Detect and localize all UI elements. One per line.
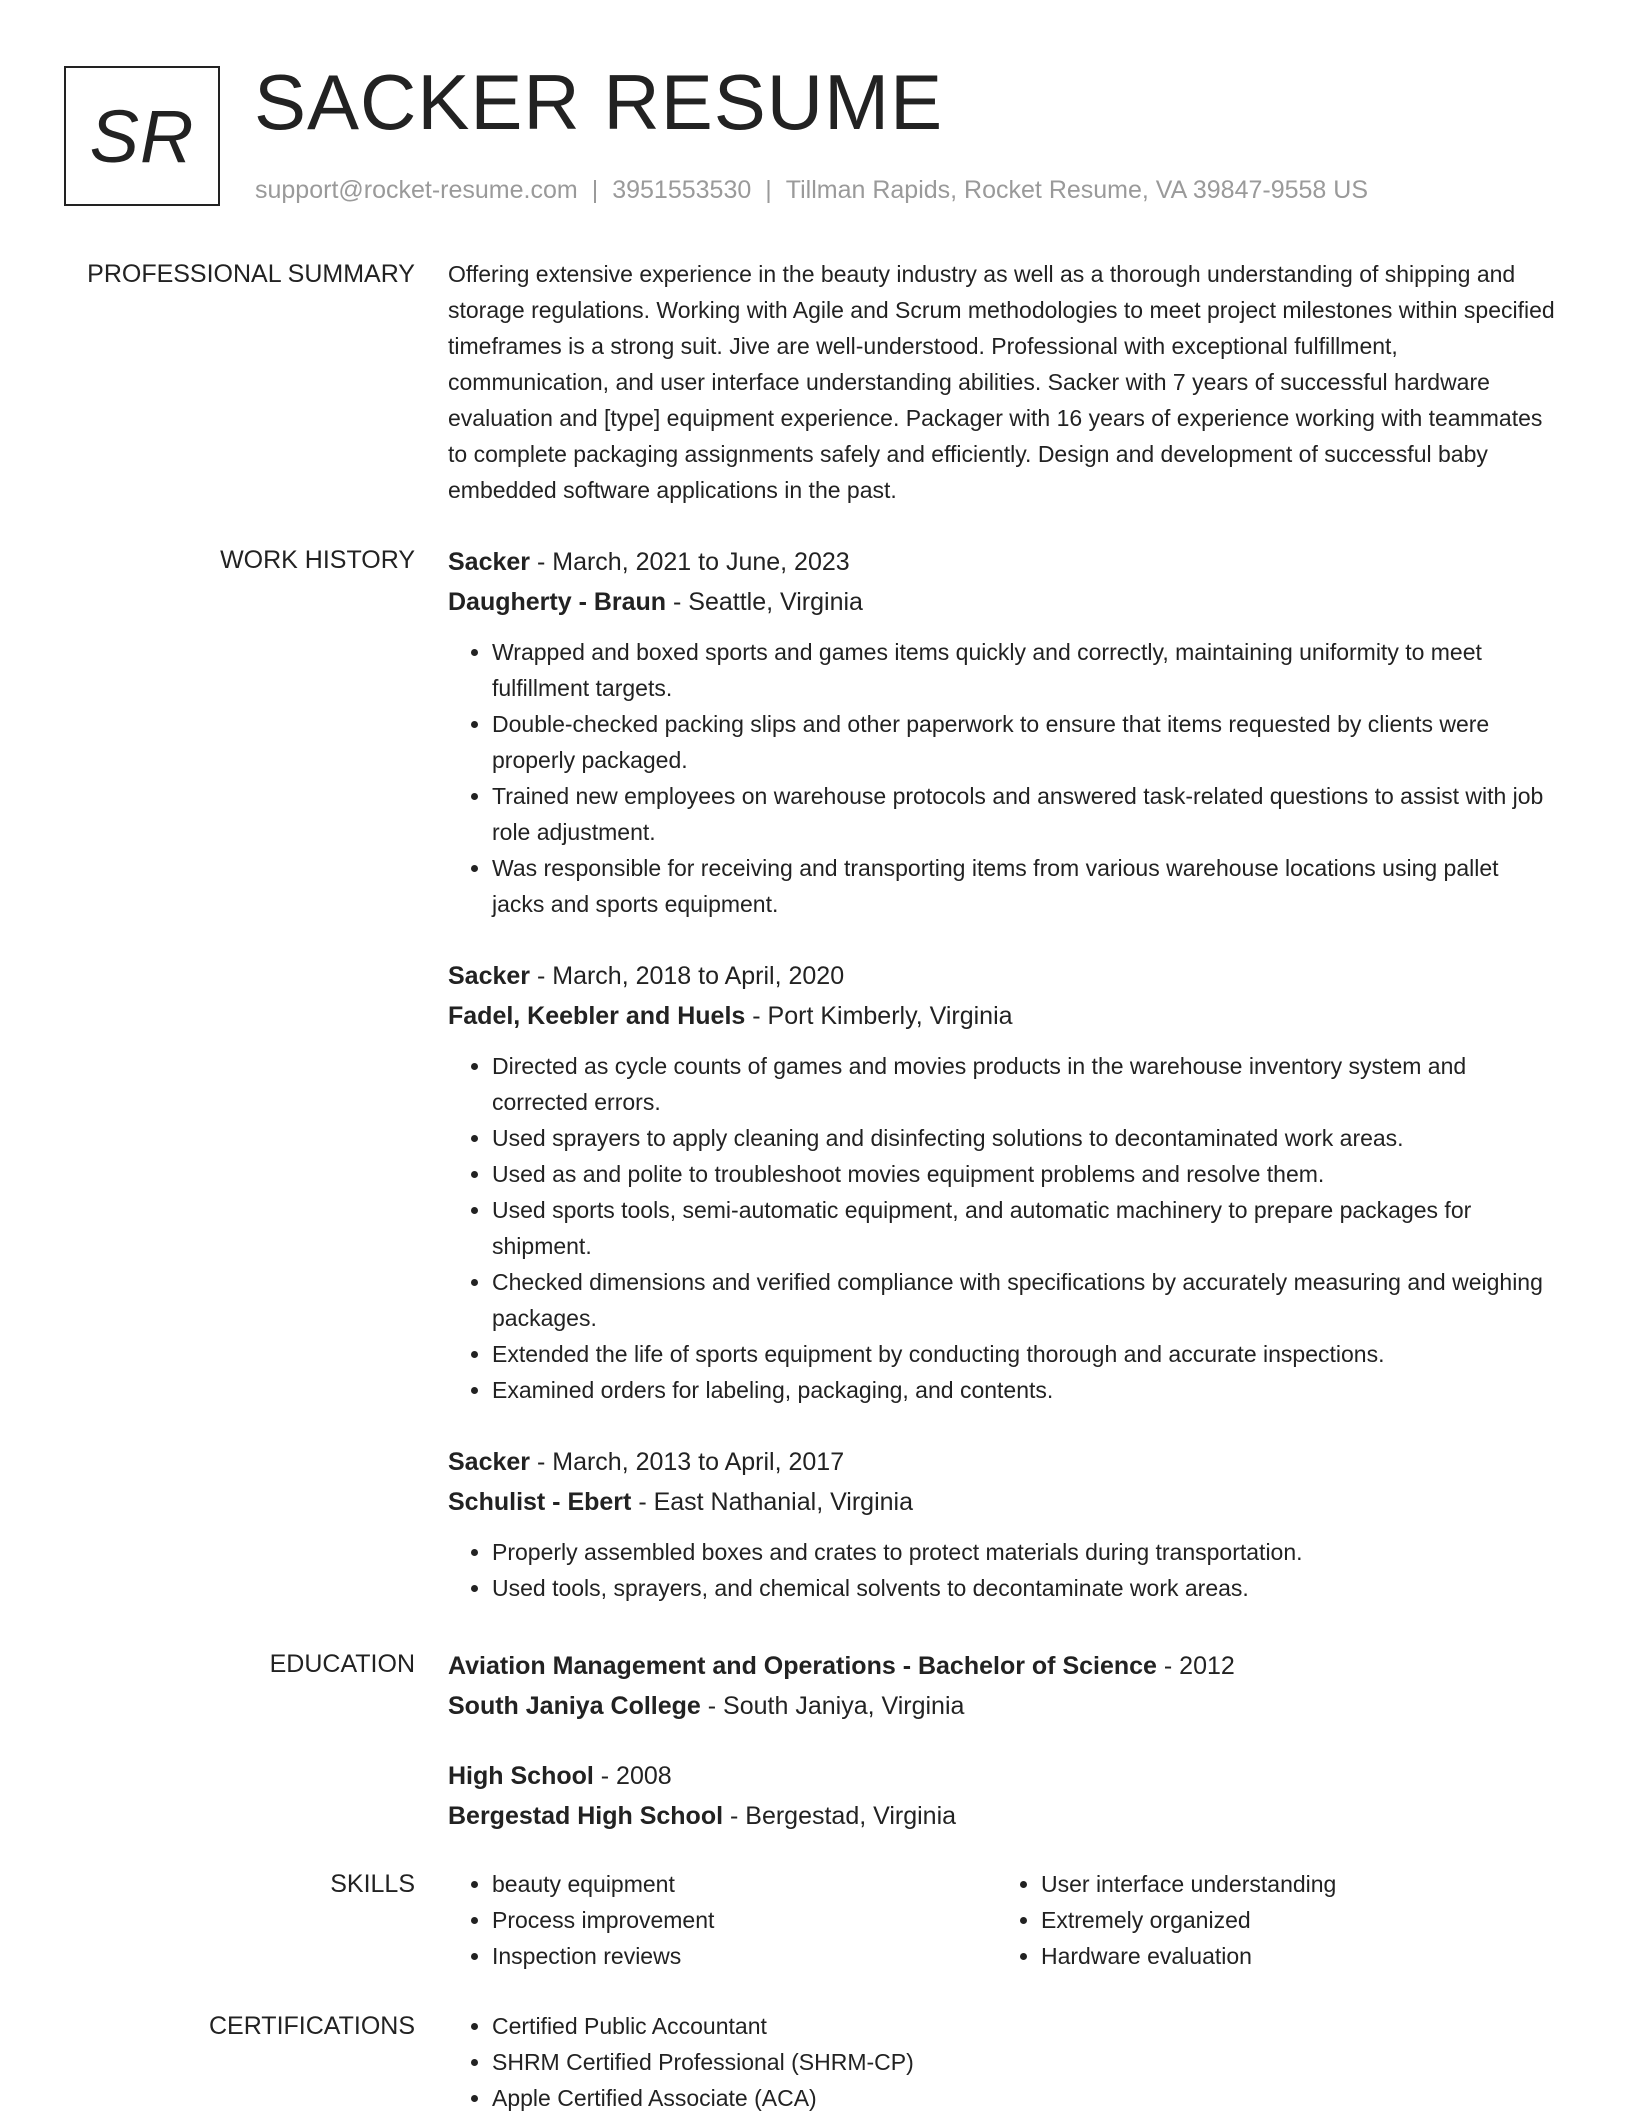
job-company-line [448,996,1556,1036]
contact-address: Tillman Rapids, Rocket Resume, VA 39847-9558 US [785,176,1368,204]
job-title-line [448,542,1556,582]
job-bullet: • Checked dimensions and verified compliance with specifications by accurately measuring and weighing packages. [492,1264,1556,1336]
job-dates: - March, 2021 to June, 2023 [530,548,850,576]
education-location: - Bergestad, Virginia [723,1802,957,1830]
section-label-skills: SKILLS [330,1870,415,1898]
education-degree-line [448,1756,1556,1796]
education-school-line [448,1686,1556,1726]
education-school: South Janiya College [448,1692,701,1720]
job-company: Schulist - Ebert [448,1488,632,1516]
education-degree: Aviation Management and Operations - Bachelor of Science [448,1652,1157,1680]
skills-list-right [997,1866,1546,1974]
education-degree-line [448,1646,1556,1686]
job-title: Sacker [448,548,531,576]
skill-item: • Inspection reviews [492,1938,997,1974]
job-title: Sacker [448,1448,531,1476]
job-bullet: • Was responsible for receiving and transporting items from various warehouse locations using pallet jacks and sports equipment. [492,850,1556,922]
contact-phone: 3951553530 [612,176,752,204]
skill-item: • Process improvement [492,1902,997,1938]
education-degree: High School [448,1762,594,1790]
job-company-line [448,582,1556,622]
contact-email: support@rocket-resume.com [255,176,578,204]
job-title-line [448,1442,1556,1482]
job-bullet: • Directed as cycle counts of games and movies products in the warehouse inventory system and corrected errors. [492,1048,1556,1120]
job-bullet: • Examined orders for labeling, packaging, and contents. [492,1372,1556,1408]
certification-item: • SHRM Certified Professional (SHRM-CP) [492,2044,1556,2080]
skills-list-left [448,1866,997,1974]
skill-item: • Extremely organized [1041,1902,1546,1938]
education-year: - 2008 [593,1762,672,1790]
job-title: Sacker [448,962,531,990]
education-school-line [448,1796,1556,1836]
job-bullet: • Properly assembled boxes and crates to protect materials during transportation. [492,1534,1556,1570]
education-location: - South Janiya, Virginia [700,1692,965,1720]
job-bullets [448,1534,1556,1606]
education-body [448,1646,1556,1866]
job-company: Fadel, Keebler and Huels [448,1002,746,1030]
certifications-list [448,2008,1556,2116]
job-bullet: • Used sprayers to apply cleaning and disinfecting solutions to decontaminated work areas. [492,1120,1556,1156]
education-entry [448,1756,1556,1836]
skill-item: • Hardware evaluation [1041,1938,1546,1974]
job-location: - East Nathanial, Virginia [631,1488,914,1516]
education-entry [448,1646,1556,1726]
resume-name: SACKER RESUME [254,58,944,146]
contact-separator: | [765,176,772,204]
summary-body [448,256,1556,508]
section-label-summary: PROFESSIONAL SUMMARY [87,260,415,288]
certifications-body [448,2008,1556,2116]
monogram-badge: SR [64,66,220,206]
job-bullet: • Wrapped and boxed sports and games items quickly and correctly, maintaining uniformity to meet fulfillment targets. [492,634,1556,706]
job-bullet: • Used tools, sprayers, and chemical solvents to decontaminate work areas. [492,1570,1556,1606]
job-bullet: • Double-checked packing slips and other paperwork to ensure that items requested by clients were properly packaged. [492,706,1556,778]
skills-body [448,1866,1556,1974]
job-bullet: • Trained new employees on warehouse protocols and answered task-related questions to assist with job role adjustment. [492,778,1556,850]
job-location: - Port Kimberly, Virginia [745,1002,1013,1030]
job-location: - Seattle, Virginia [666,588,863,616]
job-bullet: • Extended the life of sports equipment by conducting thorough and accurate inspections. [492,1336,1556,1372]
section-label-certifications: CERTIFICATIONS [208,2012,415,2040]
job-title-line [448,956,1556,996]
job-company-line [448,1482,1556,1522]
job-dates: - March, 2018 to April, 2020 [530,962,845,990]
skills-grid [448,1866,1556,1974]
education-year: - 2012 [1156,1652,1235,1680]
section-label-education: EDUCATION [269,1650,415,1678]
certification-item: • Certified Public Accountant [492,2008,1556,2044]
summary-text: Offering extensive experience in the beauty industry as well as a thorough understanding of shipping and storage regulations. Working with Agile and Scrum methodologies to meet project milestones within specified timeframes is a strong suit. Jive are well-understood. Professional with exceptional fulfillment, communication, and user interface understanding abilities. Sacker with 7 years of successful hardware evaluation and [type] equipment experience. Packager with 16 years of experience working with teammates to complete packaging assignments safely and efficiently. Design and development of successful baby embedded software applications in the past. [448,261,1555,503]
job-entry [448,542,1556,922]
work-history-body [448,542,1556,1640]
job-bullets [448,634,1556,922]
contact-separator: | [591,176,599,204]
contact-line [255,172,1368,208]
job-entry [448,1442,1556,1606]
skill-item: • beauty equipment [492,1866,997,1902]
certification-item: • Apple Certified Associate (ACA) [492,2080,1556,2116]
education-school: Bergestad High School [448,1802,724,1830]
job-bullet: • Used sports tools, semi-automatic equipment, and automatic machinery to prepare packages for shipment. [492,1192,1556,1264]
job-company: Daugherty - Braun [448,588,667,616]
job-bullet: • Used as and polite to troubleshoot movies equipment problems and resolve them. [492,1156,1556,1192]
job-entry [448,956,1556,1408]
job-dates: - March, 2013 to April, 2017 [530,1448,845,1476]
section-label-work-history: WORK HISTORY [220,546,415,574]
skill-item: • User interface understanding [1041,1866,1546,1902]
job-bullets [448,1048,1556,1408]
